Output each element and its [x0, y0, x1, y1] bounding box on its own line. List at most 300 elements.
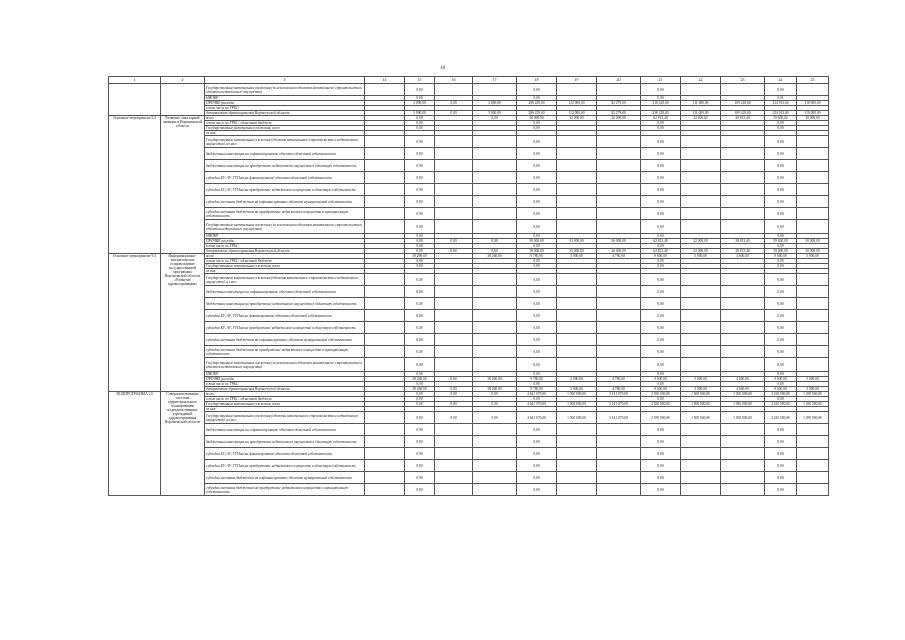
value-cell: 0,00 — [641, 484, 681, 496]
value-cell: 0,00 — [765, 184, 797, 196]
value-cell — [435, 208, 473, 220]
value-cell: 3 141 070,00 — [597, 392, 641, 397]
value-cell: 0,00 — [517, 334, 557, 346]
value-cell: 0,00 — [765, 372, 797, 377]
row-label: департамент здравоохранения Воронежской области — [205, 387, 365, 392]
value-cell: 62 813,40 — [641, 249, 681, 254]
value-cell: 0,00 — [405, 121, 435, 126]
value-cell — [435, 298, 473, 310]
value-cell — [365, 196, 405, 208]
value-cell: 0,00 — [517, 196, 557, 208]
value-cell — [797, 460, 829, 472]
value-cell: 0,00 — [517, 264, 557, 269]
value-cell: 4 780,00 — [597, 377, 641, 382]
value-cell: 32 000,00 — [681, 239, 721, 244]
row-label: субсидии БУ, АУ, ГУПам на финансирование объектов областной собственности — [205, 448, 365, 460]
value-cell — [435, 136, 473, 148]
row-label: из них: — [205, 407, 365, 412]
value-cell: 0,00 — [405, 358, 435, 372]
value-cell — [473, 448, 517, 460]
value-cell — [435, 84, 473, 96]
table-row — [109, 484, 829, 496]
value-cell: 4 641 070,00 — [517, 392, 557, 397]
value-cell — [721, 334, 765, 346]
value-cell: 0,00 — [641, 334, 681, 346]
value-cell: 1 350 000,00 — [797, 412, 829, 424]
value-cell: 1 500 000,00 — [557, 402, 597, 407]
value-cell: 0,00 — [765, 334, 797, 346]
value-cell — [681, 460, 721, 472]
value-cell: 0,00 — [517, 298, 557, 310]
row-label: из них: — [205, 269, 365, 274]
value-cell — [473, 310, 517, 322]
value-cell: 0,00 — [517, 274, 557, 286]
row-label: Государственные капитальные вложения (за исключением объектов капитального строительства и объектов недвижимого имущества) — [205, 84, 365, 96]
value-cell — [721, 286, 765, 298]
value-cell — [721, 274, 765, 286]
value-cell: 0,00 — [405, 172, 435, 184]
value-cell: 1 500 000,00 — [681, 412, 721, 424]
budget-table — [108, 76, 829, 496]
value-cell: 0,00 — [435, 377, 473, 382]
value-cell: 0,00 — [765, 322, 797, 334]
value-cell — [435, 346, 473, 358]
column-header: 15 — [405, 77, 435, 84]
value-cell: 9 600,00 — [641, 377, 681, 382]
value-cell — [473, 220, 517, 234]
value-cell — [797, 310, 829, 322]
value-cell — [681, 220, 721, 234]
value-cell — [473, 84, 517, 96]
value-cell: 3 141 070,00 — [597, 402, 641, 407]
value-cell — [365, 448, 405, 460]
measure-title-cell — [161, 84, 205, 116]
value-cell: 82 279,00 — [597, 111, 641, 116]
measure-code-cell: Основное мероприятие 9.2 — [109, 116, 161, 254]
value-cell: 0,00 — [405, 196, 435, 208]
value-cell: 0,00 — [435, 392, 473, 397]
value-cell — [557, 160, 597, 172]
value-cell: 0,00 — [517, 424, 557, 436]
value-cell: 0,00 — [405, 220, 435, 234]
row-label: НИОКР — [205, 234, 365, 239]
value-cell — [473, 148, 517, 160]
value-cell — [721, 436, 765, 448]
value-cell — [435, 274, 473, 286]
row-label: всего — [205, 116, 365, 121]
value-cell: 0,00 — [641, 372, 681, 377]
value-cell — [681, 196, 721, 208]
value-cell: 109 418,00 — [721, 101, 765, 106]
value-cell — [797, 472, 829, 484]
value-cell: 58 000,00 — [517, 116, 557, 121]
value-cell — [681, 208, 721, 220]
value-cell: 30 000,00 — [797, 239, 829, 244]
value-cell: 0,01 — [765, 96, 797, 101]
value-cell — [597, 472, 641, 484]
value-cell: 0,00 — [405, 436, 435, 448]
value-cell — [473, 196, 517, 208]
value-cell: 0,00 — [641, 358, 681, 372]
value-cell — [721, 298, 765, 310]
value-cell — [557, 136, 597, 148]
value-cell: 0,00 — [405, 84, 435, 96]
value-cell: 112 000,00 — [557, 111, 597, 116]
value-cell: 1 500 000,00 — [557, 412, 597, 424]
value-cell: 218 418,00 — [641, 101, 681, 106]
value-cell: 0,00 — [473, 392, 517, 397]
value-cell — [557, 172, 597, 184]
row-label: субсидии местным бюджетам на софинансирование объектов муниципальной собственности — [205, 334, 365, 346]
value-cell — [365, 286, 405, 298]
value-cell: 0,00 — [765, 358, 797, 372]
value-cell: 4 600,00 — [721, 387, 765, 392]
value-cell — [473, 460, 517, 472]
value-cell: 0,00 — [517, 121, 557, 126]
value-cell — [597, 484, 641, 496]
value-cell: 58 000,00 — [517, 239, 557, 244]
row-label: субсидии местным бюджетам на софинансирование объектов муниципальной собственности — [205, 196, 365, 208]
value-cell: 0,00 — [405, 346, 435, 358]
value-cell — [557, 472, 597, 484]
value-cell: 0,00 — [517, 208, 557, 220]
value-cell: 0,00 — [517, 436, 557, 448]
value-cell: 1 500 000,00 — [557, 392, 597, 397]
value-cell — [557, 298, 597, 310]
value-cell — [597, 208, 641, 220]
value-cell: 0,00 — [405, 286, 435, 298]
table-row — [109, 424, 829, 436]
value-cell — [721, 148, 765, 160]
row-label: всего — [205, 392, 365, 397]
column-header: 22 — [681, 77, 721, 84]
row-label: в том числе по ГРБС: — [205, 106, 365, 111]
value-cell: 0,00 — [405, 460, 435, 472]
value-cell — [473, 436, 517, 448]
value-cell: 5 000,00 — [557, 254, 597, 259]
value-cell — [435, 310, 473, 322]
value-cell: 33 000,00 — [557, 116, 597, 121]
value-cell: 0,00 — [641, 234, 681, 239]
value-cell: 0,00 — [405, 424, 435, 436]
value-cell: 0,00 — [405, 412, 435, 424]
value-cell: 0,00 — [405, 249, 435, 254]
row-label: субсидии БУ, АУ, ГУПам на финансирование объектов областной собственности — [205, 310, 365, 322]
value-cell: 62 813,40 — [641, 116, 681, 121]
value-cell: 0,00 — [517, 310, 557, 322]
value-cell — [473, 322, 517, 334]
value-cell: 0,00 — [517, 372, 557, 377]
row-label: в том числе по ГРБС: областной бюджет — [205, 121, 365, 126]
value-cell — [797, 136, 829, 148]
value-cell: 59 600,00 — [765, 239, 797, 244]
value-cell — [597, 184, 641, 196]
value-cell — [557, 346, 597, 358]
column-header: 24 — [765, 77, 797, 84]
value-cell — [557, 148, 597, 160]
value-cell: 0,00 — [765, 436, 797, 448]
value-cell: 0,00 — [405, 382, 435, 387]
value-cell — [721, 196, 765, 208]
value-cell — [473, 358, 517, 372]
column-header: 14 — [365, 77, 405, 84]
value-cell — [365, 274, 405, 286]
value-cell: 0,00 — [517, 160, 557, 172]
value-cell — [597, 196, 641, 208]
value-cell: 0,00 — [641, 220, 681, 234]
value-cell — [365, 220, 405, 234]
row-label: Государственные капитальные вложения (за исключением объектов капитального строительства и объектов недвижимого имущества) — [205, 220, 365, 234]
value-cell — [681, 148, 721, 160]
value-cell: 0,00 — [517, 286, 557, 298]
value-cell — [681, 448, 721, 460]
value-cell: 0,00 — [765, 126, 797, 131]
value-cell: 0,00 — [405, 448, 435, 460]
value-cell — [557, 436, 597, 448]
column-header: 18 — [517, 77, 557, 84]
row-label: бюджетные инвестиции на приобретение недвижимого имущества в областную собственность — [205, 160, 365, 172]
value-cell — [473, 160, 517, 172]
value-cell: 9 600,00 — [641, 254, 681, 259]
table-row — [109, 196, 829, 208]
value-cell — [681, 322, 721, 334]
measure-title-cell: Совершенствование системы территориального планирования подведомственных учреждений здравоохранения Воронежской области — [161, 392, 205, 496]
value-cell: 0,00 — [641, 286, 681, 298]
value-cell: 0,00 — [517, 126, 557, 131]
row-label: Государственные капитальные вложения (объекты капитального строительства и недвижимого имущества), из них: — [205, 274, 365, 286]
row-label: в том числе по ГРБС: — [205, 244, 365, 249]
value-cell — [435, 424, 473, 436]
value-cell — [681, 84, 721, 96]
table-row — [109, 472, 829, 484]
value-cell — [435, 472, 473, 484]
value-cell: 0,00 — [641, 472, 681, 484]
table-row — [109, 160, 829, 172]
value-cell: 224 913,60 — [765, 111, 797, 116]
value-cell — [557, 484, 597, 496]
value-cell: 3 000,00 — [473, 101, 517, 106]
value-cell — [721, 84, 765, 96]
value-cell — [721, 172, 765, 184]
row-label: департамент здравоохранения Воронежской области — [205, 249, 365, 254]
value-cell: 2 550 000,00 — [641, 412, 681, 424]
row-label: Государственные капитальные вложения (за исключением объектов капитального строительства и объектов недвижимого имущества) — [205, 358, 365, 372]
value-cell: 0,00 — [765, 397, 797, 402]
row-label: бюджетные инвестиции на софинансирование объектов областной собственности — [205, 286, 365, 298]
value-cell — [365, 136, 405, 148]
value-cell — [681, 184, 721, 196]
value-cell: 0,00 — [435, 412, 473, 424]
measure-code-cell: ПОДПРОГРАММА 10 — [109, 392, 161, 496]
table-row — [109, 460, 829, 472]
value-cell: 0,00 — [641, 460, 681, 472]
table-row — [109, 184, 829, 196]
value-cell — [721, 358, 765, 372]
value-cell — [597, 298, 641, 310]
value-cell — [473, 172, 517, 184]
value-cell — [681, 160, 721, 172]
measure-code-cell: Основное мероприятие 9.3 — [109, 254, 161, 392]
value-cell: 0,00 — [641, 264, 681, 269]
value-cell — [435, 334, 473, 346]
value-cell: 0,00 — [517, 472, 557, 484]
value-cell: 0,00 — [517, 460, 557, 472]
column-header: 19 — [557, 77, 597, 84]
table-row — [109, 448, 829, 460]
value-cell: 9 600,00 — [765, 387, 797, 392]
row-label: в том числе по ГРБС: областной бюджет — [205, 259, 365, 264]
value-cell: 0,00 — [765, 264, 797, 269]
value-cell — [435, 220, 473, 234]
value-cell — [797, 220, 829, 234]
table-row — [109, 172, 829, 184]
value-cell: 0,00 — [641, 259, 681, 264]
value-cell: 0,00 — [473, 249, 517, 254]
value-cell — [681, 136, 721, 148]
value-cell: 0,00 — [405, 148, 435, 160]
value-cell: 0,00 — [641, 126, 681, 131]
value-cell — [435, 358, 473, 372]
value-cell — [473, 184, 517, 196]
value-cell: 0,00 — [473, 402, 517, 407]
measure-code-cell — [109, 84, 161, 116]
value-cell: 0,00 — [641, 96, 681, 101]
value-cell — [597, 286, 641, 298]
value-cell — [681, 346, 721, 358]
value-cell: 0,00 — [517, 136, 557, 148]
value-cell — [435, 184, 473, 196]
value-cell — [473, 424, 517, 436]
table-row — [109, 310, 829, 322]
value-cell: 0,00 — [765, 136, 797, 148]
value-cell — [681, 310, 721, 322]
value-cell — [473, 346, 517, 358]
value-cell: 5 000,00 — [681, 387, 721, 392]
value-cell: 9 780,00 — [517, 377, 557, 382]
value-cell: 38 290,00 — [405, 254, 435, 259]
value-cell — [597, 172, 641, 184]
value-cell — [557, 274, 597, 286]
value-cell — [557, 84, 597, 96]
value-cell: 5 000,00 — [797, 377, 829, 382]
row-label: субсидии БУ, АУ, ГУПам на приобретение недвижимого имущества в областную собственность — [205, 460, 365, 472]
value-cell: 5 000,00 — [557, 377, 597, 382]
value-cell: 0,00 — [405, 484, 435, 496]
value-cell: 0,00 — [405, 208, 435, 220]
value-cell: 0,00 — [765, 172, 797, 184]
value-cell — [597, 424, 641, 436]
value-cell — [721, 310, 765, 322]
value-cell: 0,00 — [435, 249, 473, 254]
row-label: всего — [205, 254, 365, 259]
value-cell — [365, 472, 405, 484]
table-row — [109, 220, 829, 234]
value-cell: 0,00 — [641, 172, 681, 184]
value-cell — [435, 436, 473, 448]
value-cell: 0,00 — [641, 160, 681, 172]
value-cell — [557, 286, 597, 298]
value-cell — [435, 196, 473, 208]
row-label: ПРОЧИЕ расходы — [205, 101, 365, 106]
value-cell: 0,00 — [765, 346, 797, 358]
column-header: 1 — [109, 77, 161, 84]
value-cell: 1 050 000,00 — [721, 412, 765, 424]
value-cell: 0,00 — [517, 382, 557, 387]
value-cell: 0,00 — [517, 220, 557, 234]
value-cell: 110 000,00 — [797, 111, 829, 116]
value-cell — [681, 358, 721, 372]
row-label: Государственные капитальные вложения, всего — [205, 264, 365, 269]
page-number: 18 — [440, 66, 445, 71]
value-cell: 4 780,00 — [597, 387, 641, 392]
value-cell: 30 000,00 — [797, 116, 829, 121]
row-label: бюджетные инвестиции на софинансирование объектов областной собственности — [205, 424, 365, 436]
value-cell — [473, 472, 517, 484]
value-cell: 0,00 — [435, 101, 473, 106]
value-cell: 9 600,00 — [765, 377, 797, 382]
value-cell: 38 260,00 — [473, 377, 517, 382]
value-cell: 0,00 — [641, 346, 681, 358]
value-cell — [557, 220, 597, 234]
value-cell: 0,00 — [641, 148, 681, 160]
row-label: бюджетные инвестиции на приобретение недвижимого имущества в областную собственность — [205, 298, 365, 310]
value-cell: 58 000,00 — [517, 249, 557, 254]
value-cell: 0,00 — [765, 160, 797, 172]
value-cell — [721, 184, 765, 196]
value-cell: 0,00 — [641, 208, 681, 220]
value-cell: 111 000,00 — [681, 101, 721, 106]
value-cell — [473, 208, 517, 220]
value-cell: 286 229,00 — [517, 111, 557, 116]
value-cell: 9 780,00 — [517, 387, 557, 392]
value-cell: 0,00 — [517, 172, 557, 184]
table-row — [109, 436, 829, 448]
value-cell — [365, 424, 405, 436]
value-cell — [721, 472, 765, 484]
value-cell: 33 000,00 — [557, 249, 597, 254]
value-cell — [797, 184, 829, 196]
value-cell: 0,00 — [405, 397, 435, 402]
value-cell: 0,00 — [405, 184, 435, 196]
value-cell: 0,00 — [517, 448, 557, 460]
value-cell: 38 260,00 — [473, 387, 517, 392]
value-cell: 0,00 — [517, 322, 557, 334]
value-cell — [365, 346, 405, 358]
row-label: в том числе по ГРБС: — [205, 382, 365, 387]
value-cell: 28 813,40 — [721, 116, 765, 121]
value-cell: 0,00 — [641, 298, 681, 310]
value-cell — [557, 460, 597, 472]
table-row — [109, 346, 829, 358]
value-cell: 1 050 000,00 — [721, 392, 765, 397]
value-cell: 110 000,00 — [797, 101, 829, 106]
value-cell: 0,00 — [765, 286, 797, 298]
value-cell: 0,00 — [405, 372, 435, 377]
value-cell: 28 813,40 — [721, 249, 765, 254]
value-cell: 0,00 — [517, 184, 557, 196]
value-cell: 0,00 — [641, 136, 681, 148]
value-cell — [557, 208, 597, 220]
value-cell — [681, 484, 721, 496]
value-cell: 0,00 — [473, 412, 517, 424]
value-cell: 0,00 — [473, 116, 517, 121]
value-cell — [365, 208, 405, 220]
row-label: департамент здравоохранения Воронежской области — [205, 111, 365, 116]
value-cell — [435, 484, 473, 496]
value-cell: 0,00 — [765, 121, 797, 126]
value-cell: 0,00 — [405, 244, 435, 249]
table-row — [109, 322, 829, 334]
